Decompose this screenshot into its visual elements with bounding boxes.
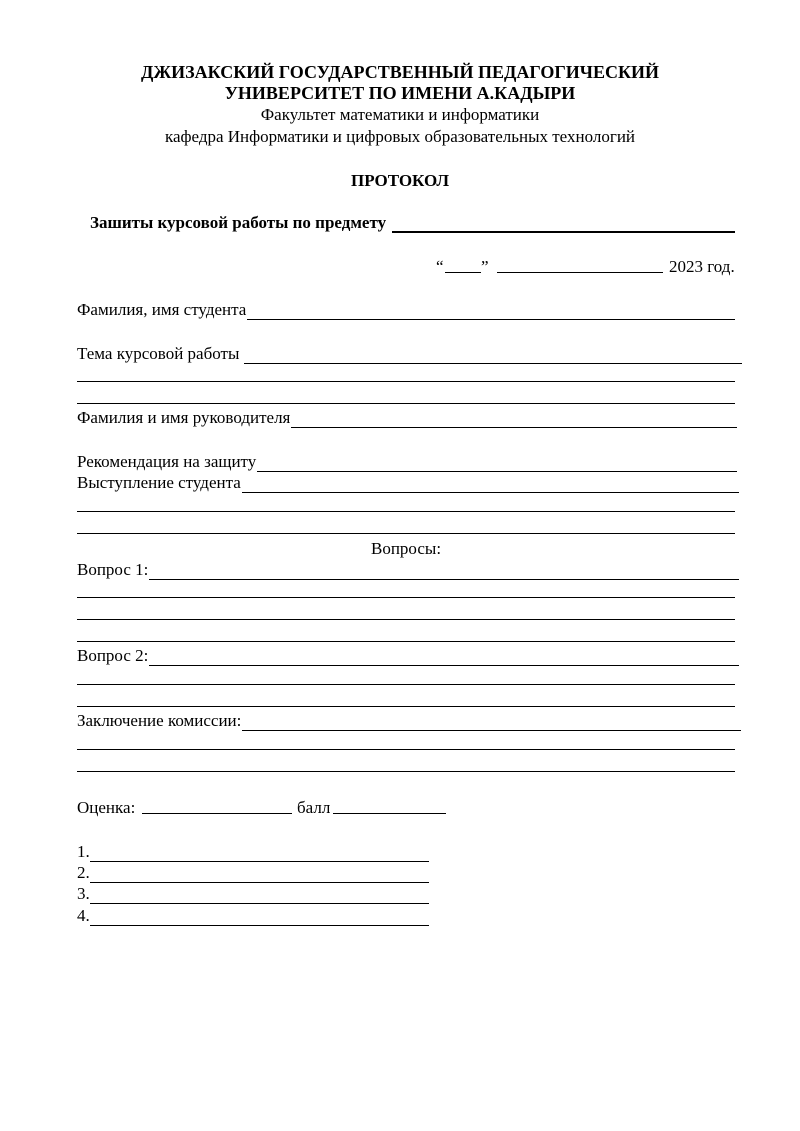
topic-field[interactable] — [244, 348, 742, 364]
question1-line-2[interactable] — [77, 597, 735, 598]
signature-number: 4. — [77, 906, 90, 925]
question1-line-4[interactable] — [77, 641, 735, 642]
signature-row-4 — [77, 906, 429, 926]
recommendation-row — [77, 452, 737, 472]
presentation-label: Выступление студента — [77, 473, 241, 492]
question2-line-2[interactable] — [77, 684, 735, 685]
student-name-label: Фамилия, имя студента — [77, 300, 247, 319]
conclusion-label: Заключение комиссии: — [77, 711, 242, 730]
supervisor-label: Фамилия и имя руководителя — [77, 408, 291, 427]
topic-label: Тема курсовой работы — [77, 344, 240, 363]
presentation-field[interactable] — [242, 477, 739, 493]
university-name-line2: УНИВЕРСИТЕТ ПО ИМЕНИ А.КАДЫРИ — [224, 83, 576, 103]
question2-line-3[interactable] — [77, 706, 735, 707]
document-title: ПРОТОКОЛ — [350, 171, 449, 190]
supervisor-field[interactable] — [291, 412, 737, 428]
student-name-field[interactable] — [247, 304, 735, 320]
signature-row-2 — [77, 863, 429, 883]
question1-row — [77, 560, 739, 580]
supervisor-row — [77, 408, 737, 428]
signature-field-2[interactable] — [90, 867, 429, 883]
signature-number: 1. — [77, 842, 90, 861]
faculty-name: Факультет математики и информатики — [260, 105, 540, 124]
subject-row — [90, 213, 735, 233]
signature-row-1 — [77, 842, 429, 862]
question2-field[interactable] — [149, 650, 739, 666]
subject-field[interactable] — [392, 216, 735, 233]
university-name-line1: ДЖИЗАКСКИЙ ГОСУДАРСТВЕННЫЙ ПЕДАГОГИЧЕСКИЙ — [140, 62, 660, 82]
department-name: кафедра Информатики и цифровых образовательных технологий — [164, 127, 636, 146]
conclusion-line-3[interactable] — [77, 771, 735, 772]
presentation-line-3[interactable] — [77, 533, 735, 534]
grade-label: Оценка: — [77, 798, 136, 817]
signature-number: 2. — [77, 863, 90, 882]
grade-field[interactable] — [142, 813, 292, 814]
signature-field-3[interactable] — [90, 888, 429, 904]
date-month-field[interactable] — [497, 272, 663, 273]
topic-line-3[interactable] — [77, 403, 735, 404]
question1-label: Вопрос 1: — [77, 560, 149, 579]
topic-line-2[interactable] — [77, 381, 735, 382]
recommendation-field[interactable] — [257, 456, 737, 472]
question2-row — [77, 646, 739, 666]
student-name-row — [77, 300, 735, 320]
presentation-line-2[interactable] — [77, 511, 735, 512]
date-close-quote: ” — [481, 257, 489, 276]
question1-line-3[interactable] — [77, 619, 735, 620]
topic-row — [77, 344, 742, 364]
question2-label: Вопрос 2: — [77, 646, 149, 665]
date-day-field[interactable] — [445, 272, 481, 273]
points-field[interactable] — [333, 813, 446, 814]
questions-heading: Вопросы: — [371, 539, 442, 558]
recommendation-label: Рекомендация на защиту — [77, 452, 257, 471]
conclusion-row — [77, 711, 741, 731]
signature-row-3 — [77, 884, 429, 904]
signature-field-1[interactable] — [90, 846, 429, 862]
subject-label: Зашиты курсовой работы по предмету — [90, 213, 387, 232]
signature-number: 3. — [77, 884, 90, 903]
presentation-row — [77, 473, 739, 493]
question1-field[interactable] — [149, 564, 739, 580]
points-label: балл — [297, 798, 331, 817]
date-year: 2023 год. — [669, 257, 735, 276]
signature-field-4[interactable] — [90, 910, 429, 926]
conclusion-line-2[interactable] — [77, 749, 735, 750]
conclusion-field[interactable] — [242, 715, 741, 731]
date-open-quote: “ — [436, 257, 444, 276]
